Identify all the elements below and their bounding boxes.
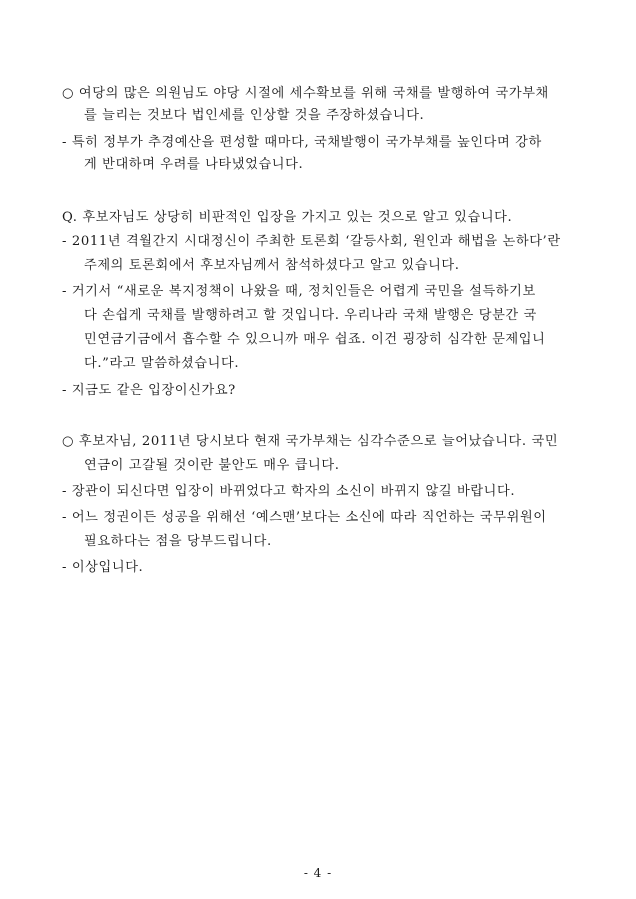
paragraph-line: - 이상입니다.: [62, 560, 144, 575]
paragraph-line: ○ 후보자님, 2011년 당시보다 현재 국가부채는 심각수준으로 늘어났습니다. 국민: [62, 434, 559, 449]
paragraph-line: - 지금도 같은 입장이신가요?: [62, 383, 236, 398]
paragraph-line: - 2011년 격월간지 시대정신이 주최한 토론회 ‘갈등사회, 원인과 해법을 논하다’란: [62, 234, 561, 249]
paragraph-line: - 장관이 되신다면 입장이 바뀌었다고 학자의 소신이 바뀌지 않길 바랍니다.: [62, 484, 516, 499]
paragraph-line: - 거기서 “새로운 복지정책이 나왔을 때, 정치인들은 어렵게 국민을 설득하기보: [62, 284, 536, 299]
paragraph-line: 민연금기금에서 흡수할 수 있으니까 매우 쉽죠. 이건 굉장히 심각한 문제입니: [84, 332, 546, 347]
paragraph-line: 를 늘리는 것보다 법인세를 인상할 것을 주장하셨습니다.: [84, 108, 425, 123]
paragraph-line: ○ 여당의 많은 의원님도 야당 시절에 세수확보를 위해 국채를 발행하여 국가부채: [62, 86, 549, 101]
paragraph-line: 연금이 고갈될 것이란 불안도 매우 큽니다.: [84, 458, 340, 473]
paragraph-line: - 특히 정부가 추경예산을 편성할 때마다, 국채발행이 국가부채를 높인다며 강하: [62, 135, 542, 150]
paragraph-line: 다.”라고 말씀하셨습니다.: [84, 356, 240, 371]
paragraph-line: 주제의 토론회에서 후보자님께서 참석하셨다고 알고 있습니다.: [84, 258, 460, 273]
page-number: - 4 -: [303, 866, 333, 880]
paragraph-line: 게 반대하며 우려를 나타냈었습니다.: [84, 157, 304, 172]
paragraph-line: 다 손쉽게 국채를 발행하려고 할 것입니다. 우리나라 국채 발행은 당분간 국: [84, 308, 537, 323]
paragraph-line: - 어느 정권이든 성공을 위해선 ‘예스맨’보다는 소신에 따라 직언하는 국무위원이: [62, 510, 547, 525]
paragraph-line: 필요하다는 점을 당부드립니다.: [84, 534, 272, 549]
question-line: Q. 후보자님도 상당히 비판적인 입장을 가지고 있는 것으로 알고 있습니다.: [62, 210, 513, 225]
